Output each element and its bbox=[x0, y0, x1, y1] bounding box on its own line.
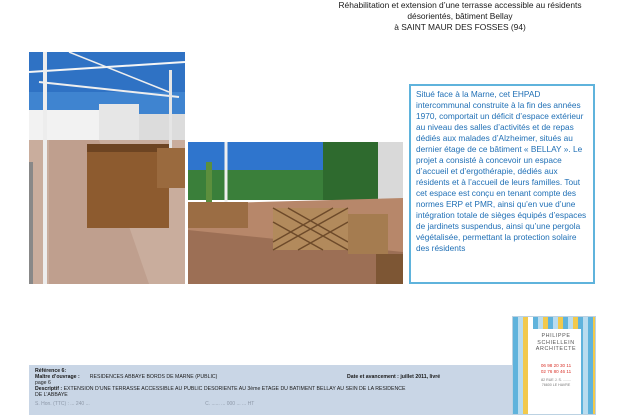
cost-left: S. Hon. (TTC) : ... 240 ... bbox=[35, 401, 90, 407]
cost-right: C. ...... ... 000 ... ... HT bbox=[205, 401, 255, 407]
project-description-box bbox=[409, 84, 595, 284]
header-line-3: à SAINT MAUR DES FOSSES (94) bbox=[394, 22, 526, 32]
header-line-2: désorientés, bâtiment Bellay bbox=[407, 11, 513, 21]
terrace-deck-photo bbox=[188, 142, 403, 284]
architect-last-name: SCHIELLEIN bbox=[537, 339, 575, 346]
reference-label: Référence 6: bbox=[35, 368, 67, 374]
maitre-value: RESIDENCES ABBAYE BORDS DE MARNE (PUBLIC) bbox=[89, 374, 218, 380]
descriptif-value-2: DE L’ABBAYE bbox=[35, 392, 68, 398]
maitre-label: Maître d’ouvrage : bbox=[35, 374, 80, 380]
architect-business-card bbox=[512, 316, 596, 415]
project-info-footer bbox=[29, 365, 512, 415]
address-city: 76600 LE HAVRE bbox=[541, 382, 571, 387]
architect-first-name: PHILIPPE bbox=[541, 333, 571, 339]
page-number: page 6 bbox=[35, 380, 51, 386]
descriptif-label: Descriptif : bbox=[35, 386, 63, 392]
descriptif-value: EXTENSION D’UNE TERRASSE ACCESSIBLE AU PUBLIC DESORIENTE AU 3ème ETAGE DU BATIMENT BELLAY AU SEIN DE LA RESIDENCE bbox=[63, 386, 406, 392]
phone-office: 02 76 80 46 11 bbox=[540, 368, 572, 374]
header-line-1: Réhabilitation et extension d’une terrasse accessible au résidents bbox=[338, 0, 582, 10]
phone-mobile: 06 98 20 30 11 bbox=[540, 362, 572, 368]
terrace-pergola-photo bbox=[29, 52, 185, 284]
project-description: Situé face à la Marne, cet EHPAD intercommunal construite à la fin des années 1970, comportait un déficit d’espace extérieur au niveau des salles d’activités et de repas dédiés aux malades d’Alzheimer, situés au dernier étage de ce bâtiment « BELLAY ». Le projet a consisté à concevoir un espace d’accueil et d’ergothérapie, dédiés aux résidents et à l’accueil de leurs familles. Tout cet espace est conçu en tenant compte des normes ERP et PMR, ainsi qu’en vue d’une intégration totale de sièges équipés d’espaces de jardinets suspendus, ainsi qu’une pergola végétalisée, permettant la protection solaire des résidents bbox=[416, 89, 587, 253]
document-header bbox=[300, 0, 620, 33]
architect-title: ARCHITECTE bbox=[535, 346, 577, 352]
card-stripe bbox=[593, 317, 596, 414]
address-street: 82 RUE J. S. ........ bbox=[541, 377, 571, 382]
card-inner bbox=[531, 329, 581, 415]
date-progress: Date et avancement : juillet 2011, livré bbox=[347, 374, 441, 380]
